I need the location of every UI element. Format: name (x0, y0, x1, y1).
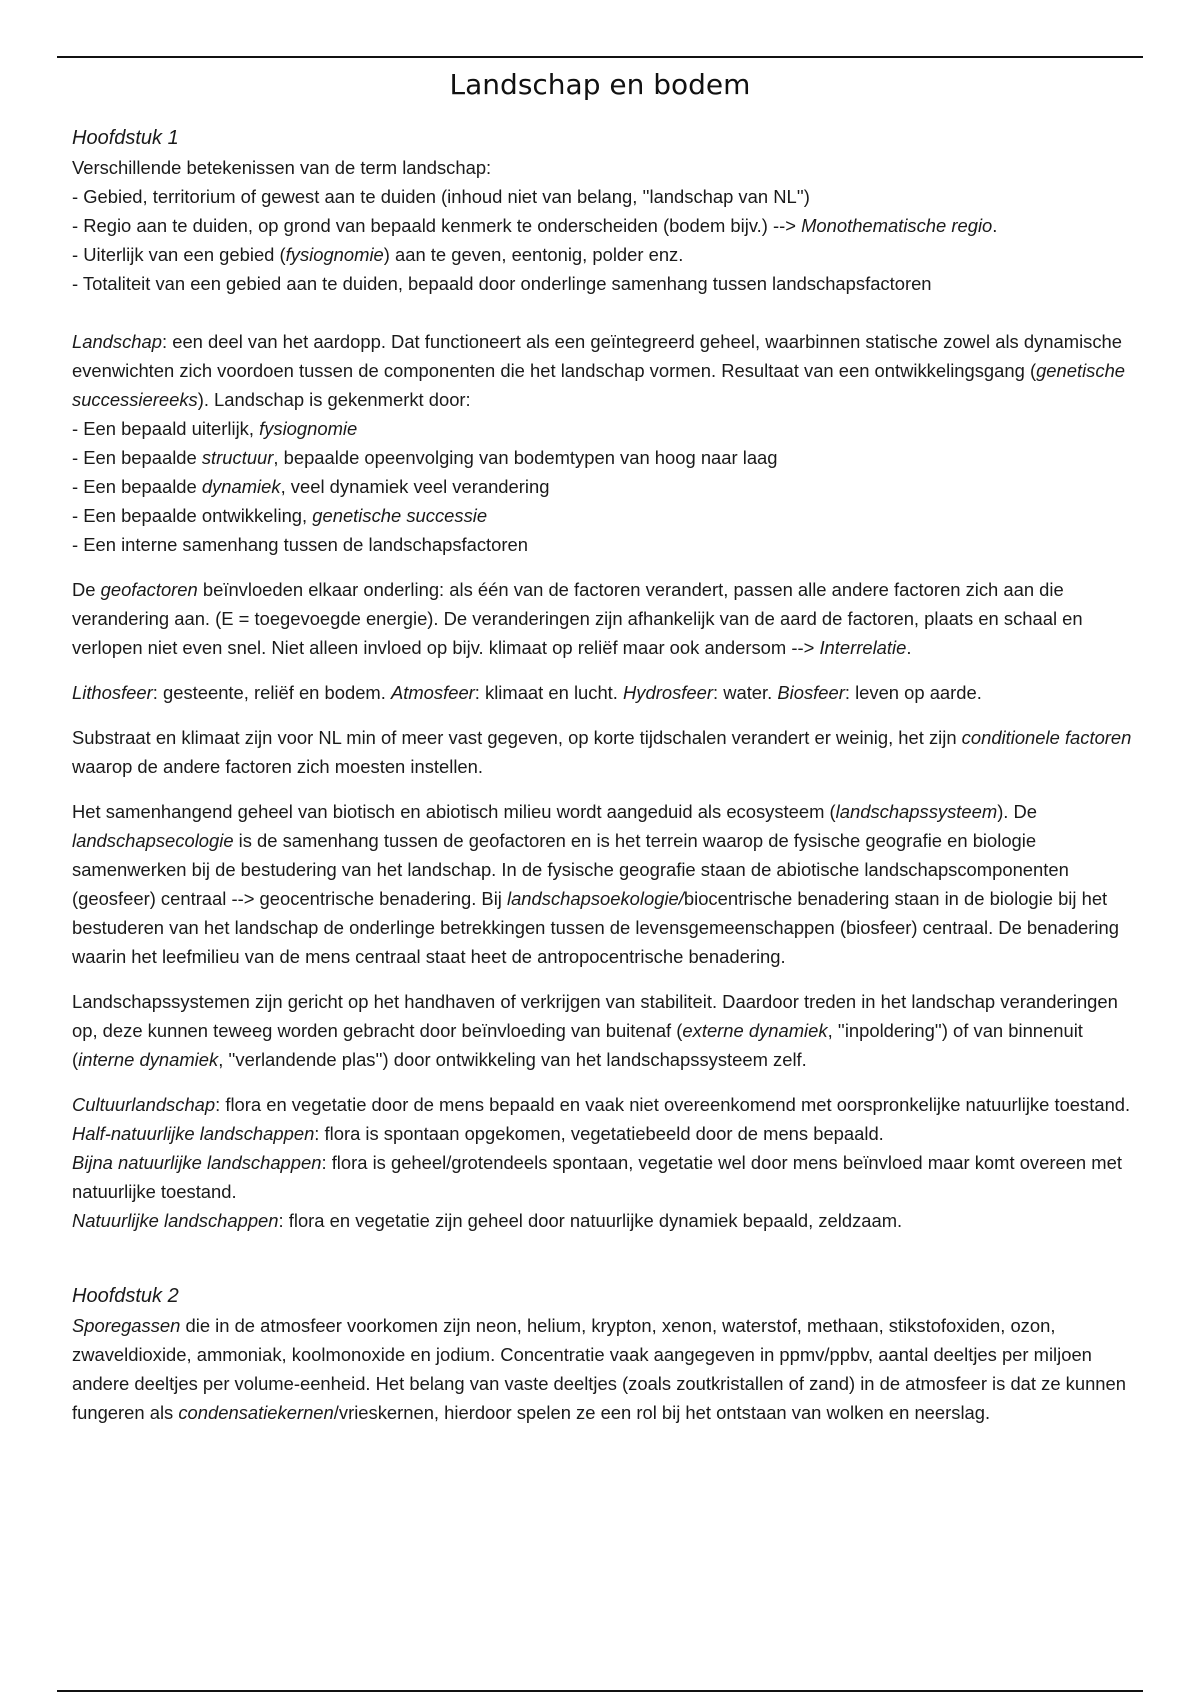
landschapssystemen-paragraph: Landschapssystemen zijn gericht op het handhaven of verkrijgen van stabiliteit. Daardoor treden in het landschap veranderingen op, deze kunnen teweeg worden gebracht door beïnvloeding van buitenaf (externe dynamiek, ''inpoldering'') of van binnenuit (interne dynamiek, ''verlandende plas'') door ontwikkeling van het landschapssysteem zelf. (72, 991, 1118, 1070)
list-item: - Een bepaalde dynamiek, veel dynamiek veel verandering (72, 476, 550, 497)
list-item: - Een bepaald uiterlijk, fysiognomie (72, 418, 358, 439)
document-body (72, 124, 1132, 1427)
list-item: - Een bepaalde ontwikkeling, genetische successie (72, 505, 488, 526)
ecosysteem-paragraph: Het samenhangend geheel van biotisch en abiotisch milieu wordt aangeduid als ecosysteem (landschapssysteem). De landschapsecologie is de samenhang tussen de geofactoren en is het terrein waarop de fysische geografie en biologie samenwerken bij de bestudering van het landschap. In de fysische geografie staan de abiotische landschapscomponenten (geosfeer) centraal --> geocentrische benadering. Bij landschapsoekologie/biocentrische benadering staan in de biologie bij het bestuderen van het landschap de onderlinge betrekkingen tussen de levensgemeenschappen (biosfeer) centraal. De benadering waarin het leefmilieu van de mens centraal staat heet de antropocentrische benadering. (72, 801, 1119, 967)
list-item: - Uiterlijk van een gebied (fysiognomie) aan te geven, eentonig, polder enz. (72, 244, 684, 265)
list-item: - Een interne samenhang tussen de landschapsfactoren (72, 534, 528, 555)
cultuurlandschap-line: Cultuurlandschap: flora en vegetatie door de mens bepaald en vaak niet overeenkomend met oorspronkelijke natuurlijke toestand. (72, 1094, 1131, 1115)
sporegassen-paragraph: Sporegassen die in de atmosfeer voorkomen zijn neon, helium, krypton, xenon, waterstof, methaan, stikstofoxiden, ozon, zwaveldioxide, ammoniak, koolmonoxide en jodium. Concentratie vaak aangegeven in ppmv/ppbv, aantal deeltjes per miljoen andere deeltjes per volume-eenheid. Het belang van vaste deeltjes (zoals zoutkristallen of zand) in de atmosfeer is dat ze kunnen fungeren als condensatiekernen/vrieskernen, hierdoor spelen ze een rol bij het ontstaan van wolken en neerslag. (72, 1315, 1126, 1423)
substraat-paragraph: Substraat en klimaat zijn voor NL min of meer vast gegeven, op korte tijdschalen verandert er weinig, het zijn conditionele factoren waarop de andere factoren zich moesten instellen. (72, 727, 1132, 777)
bijna-natuurlijk-line: Bijna natuurlijke landschappen: flora is geheel/grotendeels spontaan, vegetatie wel door mens beïnvloed maar komt overeen met natuurlijke toestand. (72, 1152, 1122, 1202)
half-natuurlijk-line: Half-natuurlijke landschappen: flora is spontaan opgekomen, vegetatiebeeld door de mens bepaald. (72, 1123, 884, 1144)
bottom-rule (57, 1690, 1143, 1692)
natuurlijk-line: Natuurlijke landschappen: flora en vegetatie zijn geheel door natuurlijke dynamiek bepaald, zeldzaam. (72, 1210, 903, 1231)
top-rule (57, 56, 1143, 58)
chapter-2-heading: Hoofdstuk 2 (72, 1285, 179, 1307)
list-item: - Regio aan te duiden, op grond van bepaald kenmerk te onderscheiden (bodem bijv.) --> Monothematische regio. (72, 215, 998, 236)
spheres-paragraph: Lithosfeer: gesteente, reliëf en bodem. Atmosfeer: klimaat en lucht. Hydrosfeer: water. Biosfeer: leven op aarde. (72, 682, 982, 703)
list-item: - Gebied, territorium of gewest aan te duiden (inhoud niet van belang, ''landschap van NL'') (72, 186, 810, 207)
intro-line: Verschillende betekenissen van de term landschap: (72, 157, 492, 178)
list-item: - Totaliteit van een gebied aan te duiden, bepaald door onderlinge samenhang tussen landschapsfactoren (72, 273, 932, 294)
landschap-definition: Landschap: een deel van het aardopp. Dat functioneert als een geïntegreerd geheel, waarbinnen statische zowel als dynamische evenwichten zich voordoen tussen de componenten die het landschap vormen. Resultaat van een ontwikkelingsgang (genetische successiereeks). Landschap is gekenmerkt door: (72, 331, 1126, 410)
chapter-1-heading: Hoofdstuk 1 (72, 127, 179, 149)
document-title: Landschap en bodem (449, 68, 751, 101)
list-item: - Een bepaalde structuur, bepaalde opeenvolging van bodemtypen van hoog naar laag (72, 447, 778, 468)
geofactoren-paragraph: De geofactoren beïnvloeden elkaar onderling: als één van de factoren verandert, passen alle andere factoren zich aan die verandering aan. (E = toegevoegde energie). De veranderingen zijn afhankelijk van de aard de factoren, plaats en schaal en verlopen niet even snel. Niet alleen invloed op bijv. klimaat op reliëf maar ook andersom --> Interrelatie. (72, 579, 1083, 658)
